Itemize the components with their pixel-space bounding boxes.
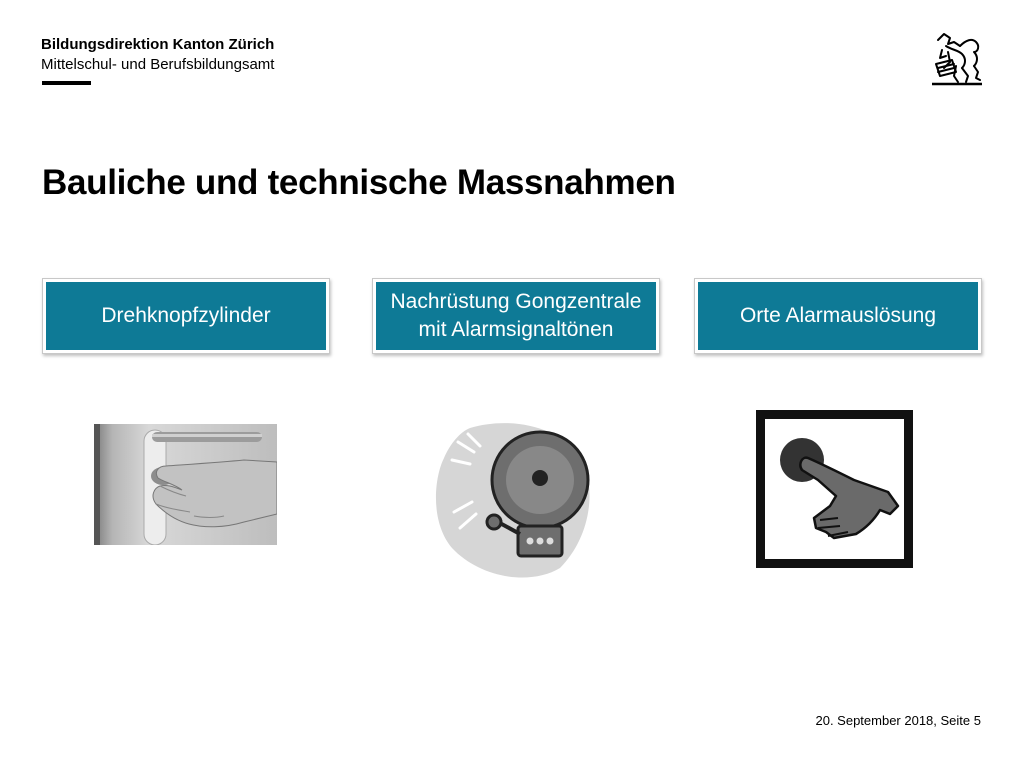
organization-name: Bildungsdirektion Kanton Zürich xyxy=(41,36,275,53)
organization-header xyxy=(41,35,274,75)
door-handle-hand-icon xyxy=(94,424,277,545)
slide-title: Bauliche und technische Massnahmen xyxy=(42,163,676,202)
measure-box-alarmausloesung xyxy=(694,278,982,354)
zurich-lion-logo-icon xyxy=(928,28,984,88)
measure-box-gongzentrale xyxy=(372,278,660,354)
measure-label: Nachrüstung Gongzentrale mit Alarmsignaltönen xyxy=(390,290,642,341)
footer-date-page: 20. September 2018, Seite 5 xyxy=(815,713,981,728)
department-name: Mittelschul- und Berufsbildungsamt xyxy=(41,56,275,73)
measure-label: Orte Alarmauslösung xyxy=(739,304,937,327)
measure-box-drehknopfzylinder xyxy=(42,278,330,354)
measure-box-fill xyxy=(376,282,656,350)
alarm-button-press-icon xyxy=(756,410,913,568)
measure-box-fill xyxy=(698,282,978,350)
measure-box-fill xyxy=(46,282,326,350)
alarm-bell-icon xyxy=(430,418,596,578)
header-rule xyxy=(42,81,91,85)
measure-label: Drehknopfzylinder xyxy=(101,304,271,327)
